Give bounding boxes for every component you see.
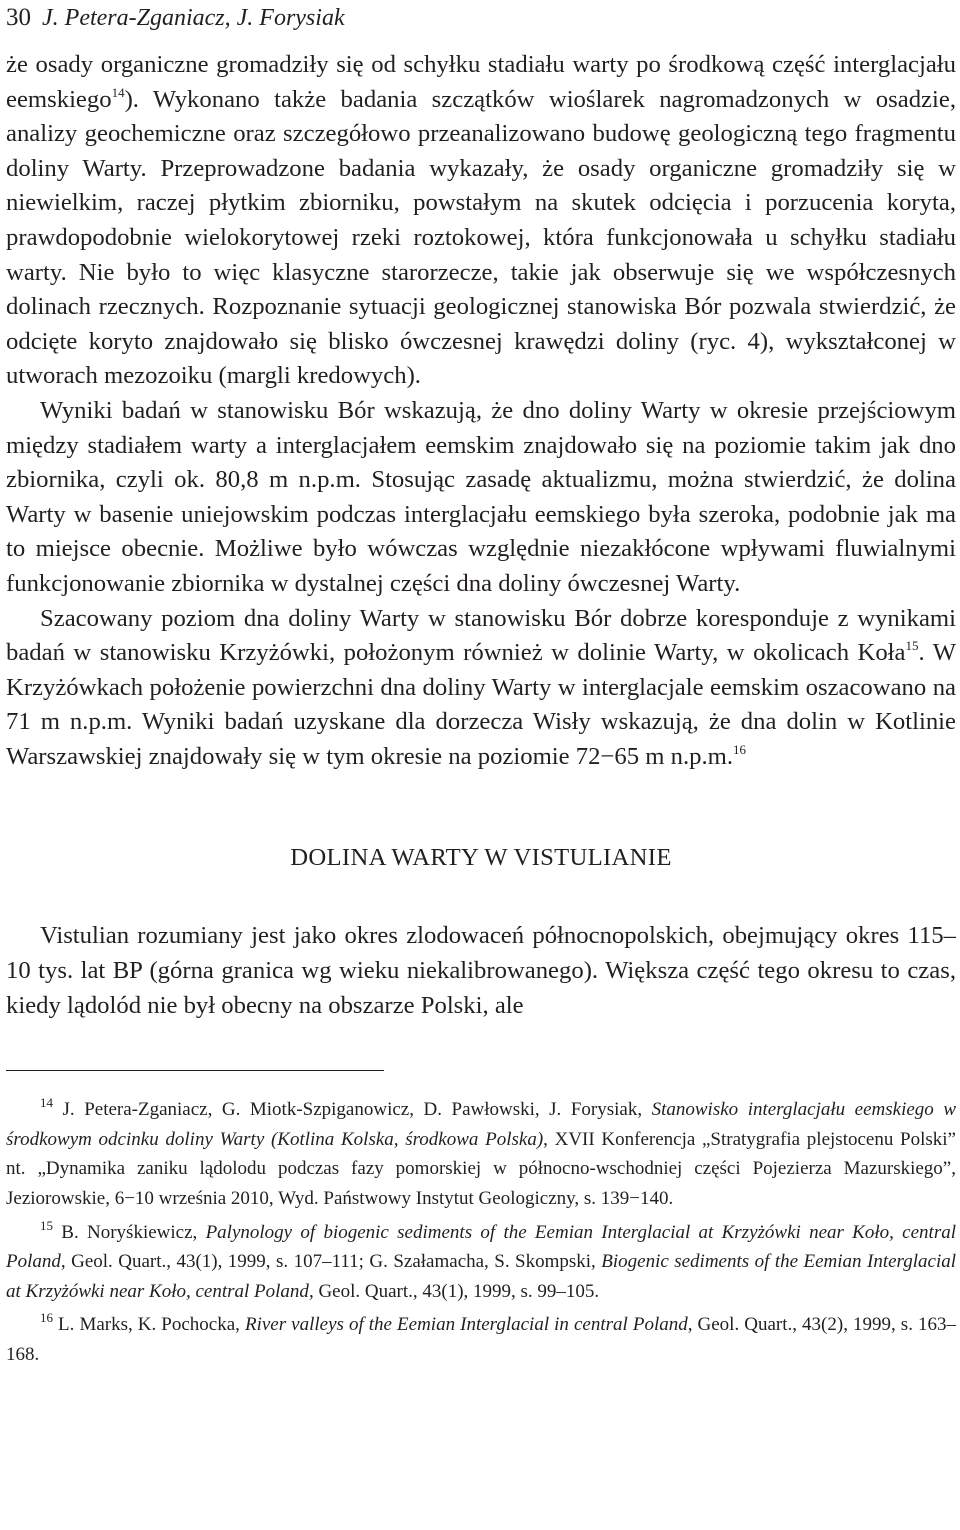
paragraph-text: ). Wykonano także badania szczątków wioślarek nagromadzonych w osadzie, analizy geochemiczne oraz szczegółowo przeanalizowano budowę geologiczną tego fragmentu doliny Warty. Przeprowadzone badania wykazały, że osady organiczne gromadziły się w niewielkim, raczej płytkim zbiorniku, powstałym na skutek odcięcia i porzucenia koryta, prawdopodobnie wielokorytowej rzeki roztokowej, która funkcjonowała u schyłku stadiału warty. Nie było to więc klasyczne starorzecze, takie jak obserwuje się we współczesnych dolinach rzecznych. Rozpoznanie sytuacji geologicznej stanowiska Bór pozwala stwierdzić, że odcięte koryto znajdowało się blisko ówczesnej krawędzi doliny (ryc. 4), wykształconej w utworach mezozoiku (margli kredowych). — [6, 85, 956, 390]
footnote-title: Palynology of biogenic sediments of the Eemian Interglacial at Krzyżówki near Koło, central Poland — [6, 1221, 956, 1273]
paragraph-text: że osady organiczne gromadziły się od schyłku stadiału warty po środkową część interglacjału eemskiego — [6, 51, 956, 113]
footnote-15 — [6, 1218, 956, 1307]
footnote-14 — [6, 1095, 956, 1213]
body-paragraph-1 — [6, 48, 956, 394]
section-heading: DOLINA WARTY W VISTULIANIE — [290, 844, 672, 872]
body-paragraph-2: Wyniki badań w stanowisku Bór wskazują, że dno doliny Warty w okresie przejściowym między stadiałem warty a interglacjałem eemskim znajdowało się na poziomie takim jak dno zbiornika, czyli ok. 80,8 m n.p.m. Stosując zasadę aktualizmu, można stwierdzić, że dolina Warty w basenie uniejowskim podczas interglacjału eemskiego była szeroka, podobnie jak ma to miejsce obecnie. Możliwe było wówczas względnie niezakłócone wpływami fluwialnymi funkcjonowanie zbiornika w dystalnej części dna doliny ówczesnej Warty. — [6, 396, 956, 597]
footnote-number: 14 — [40, 1095, 53, 1111]
page-header — [6, 0, 956, 38]
footnote-text: , Geol. Quart., 43(2), 1999, s. 163–168. — [6, 1314, 956, 1365]
running-head: J. Petera-Zganiacz, J. Forysiak — [42, 5, 345, 31]
footnote-text: L. Marks, K. Pochocka, — [53, 1314, 245, 1336]
paragraph-text: Szacowany poziom dna doliny Warty w stanowisku Bór dobrze koresponduje z wynikami badań w stanowisku Krzyżówki, położonym również w dolinie Warty, w okolicach Koła — [6, 604, 956, 667]
footnote-title: Stanowisko interglacjału eemskiego w środkowym odcinku doliny Warty (Kotlina Kolska, środkowa Polska) — [6, 1099, 956, 1150]
footnote-title: Biogenic sediments of the Eemian Interglacial at Krzyżówki near Koło, central Poland — [6, 1251, 956, 1302]
body-paragraph-3 — [6, 602, 956, 775]
footnote-ref-15[interactable]: 15 — [905, 638, 919, 654]
footnote-ref-14[interactable]: 14 — [111, 84, 125, 100]
footnote-text: , Geol. Quart., 43(1), 1999, s. 99–105. — [308, 1280, 600, 1302]
footnote-text: B. Noryśkiewicz, — [53, 1221, 206, 1243]
footnote-text: , XVII Konferencja „Stratygrafia plejstocenu Polski” nt. „Dynamika zaniku lądolodu podczas fazy pomorskiej w północno-wschodniej części Pojezierza Mazurskiego”, Jeziorowskie, 6−10 września 2010, Wyd. Państwowy Instytut Geologiczny, s. 139−140. — [6, 1128, 956, 1210]
footnote-number: 16 — [40, 1310, 53, 1326]
footnote-16 — [6, 1310, 956, 1369]
page — [6, 0, 956, 1374]
footnote-ref-16[interactable]: 16 — [733, 741, 747, 757]
footnote-divider — [6, 1070, 384, 1071]
footnote-text: J. Petera-Zganiacz, G. Miotk-Szpiganowicz, D. Pawłowski, J. Forysiak, — [53, 1099, 652, 1121]
footnote-text: , Geol. Quart., 43(1), 1999, s. 107–111; G. Szałamacha, S. Skompski, — [60, 1251, 602, 1273]
footnote-number: 15 — [40, 1217, 53, 1233]
footnote-title: River valleys of the Eemian Interglacial in central Poland — [244, 1314, 688, 1336]
paragraph-text: . W Krzyżówkach położenie powierzchni dna doliny Warty w interglacjale eemskim oszacowano na 71 m n.p.m. Wyniki badań uzyskane dla dorzecza Wisły wskazują, że dna dolin w Kotlinie Warszawskiej znajdowały się w tym okresie na poziomie 72−65 m n.p.m. — [6, 639, 956, 770]
body-paragraph-4: Vistulian rozumiany jest jako okres zlodowaceń północnopolskich, obejmujący okres 115–10 tys. lat BP (górna granica wg wieku niekalibrowanego). Większa część tego okresu to czas, kiedy lądolód nie był obecny na obszarze Polski, ale — [6, 922, 956, 1019]
page-number: 30 — [6, 4, 31, 31]
